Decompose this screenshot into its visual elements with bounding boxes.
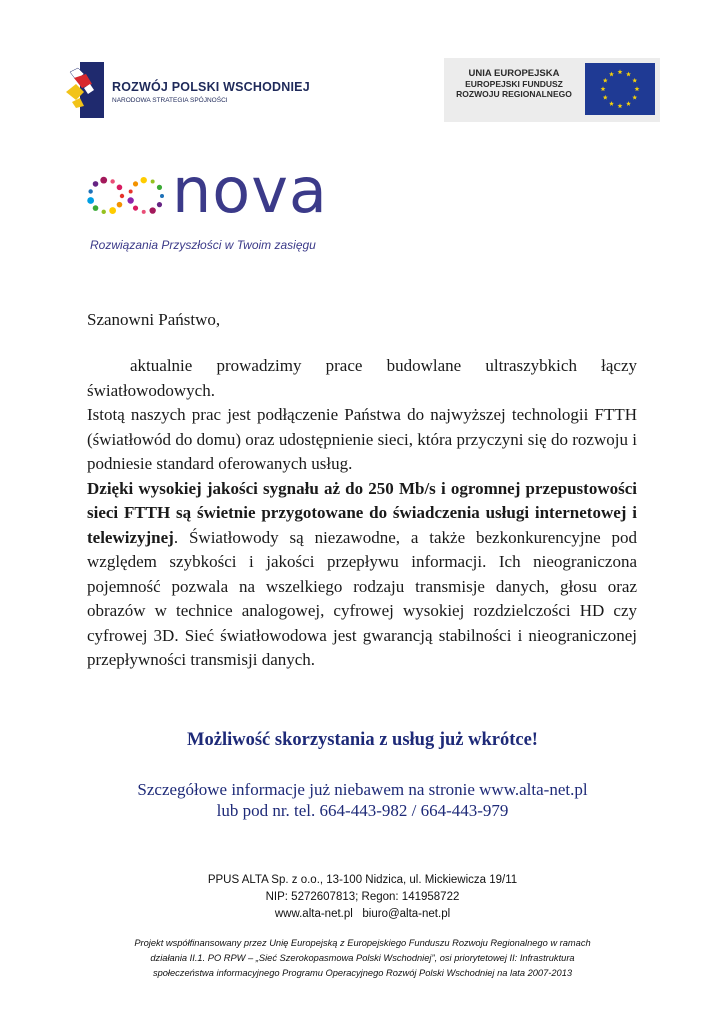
rpw-logo-title: ROZWÓJ POLSKI WSCHODNIEJ xyxy=(112,80,310,94)
nova-dot-icon xyxy=(142,210,146,214)
company-address: PPUS ALTA Sp. z o.o., 13-100 Nidzica, ul. Mickiewicza 19/11 xyxy=(207,874,518,886)
rpw-logo-subtitle: NARODOWA STRATEGIA SPÓJNOŚCI xyxy=(112,97,228,104)
nova-wordmark: nova xyxy=(172,154,328,227)
info-line-2: lub pod nr. tel. 664-443-982 / 664-443-979 xyxy=(216,801,509,820)
eu-logo-text xyxy=(450,68,578,99)
nova-dot-icon xyxy=(141,177,147,183)
nova-dot-icon xyxy=(120,194,124,198)
nova-dot-icon xyxy=(157,185,162,190)
company-contact: www.alta-net.pl biuro@alta-net.pl xyxy=(274,908,451,920)
nova-dot-icon xyxy=(100,177,107,184)
letter-paragraph-3-bold: Dzięki wysokiej jakości sygnału aż do 250 Mb/s i ogromnej przepustowości sieci FTTH są świetnie przygotowane do świadczenia usługi internetowej i telewizyjnej xyxy=(87,478,637,547)
nova-dot-icon xyxy=(117,185,123,191)
info-block xyxy=(0,779,725,821)
project-note-line-1: Projekt współfinansowany przez Unię Europejską z Europejskiego Funduszu Rozwoju Regionalnego w ramach xyxy=(134,938,591,948)
nova-dot-icon xyxy=(157,202,162,207)
nova-dot-icon xyxy=(151,179,155,183)
letter-paragraph-1: aktualnie prowadzimy prace budowlane ultraszybkich łączy światłowodowych. xyxy=(87,356,637,400)
info-line-1: Szczegółowe informacje już niebawem na stronie www.alta-net.pl xyxy=(137,780,588,799)
eu-logo-line3: ROZWOJU REGIONALNEGO xyxy=(456,89,572,99)
nova-dot-icon xyxy=(109,207,116,214)
nova-dot-icon xyxy=(127,197,133,203)
rpw-emblem-icon xyxy=(66,62,104,118)
letter-paragraph-3 xyxy=(87,477,637,673)
nova-dot-icon xyxy=(110,179,114,183)
nova-dot-icon xyxy=(129,189,133,193)
nova-dots-icon xyxy=(86,170,170,222)
company-ids: NIP: 5272607813; Regon: 141958722 xyxy=(265,891,460,903)
letter-paragraph-3-rest: . Światłowody są niezawodne, a także bezkonkurencyjne pod względem szybkości i jakości przepływu informacji. Ich nieograniczona pojemność pozwala na wszelkiego rodzaju transmisje danych, głosu oraz obrazów w technice analogowej, cyfrowej wysokiej rozdzielczości HD czy cyfrowej 3D. Sieć światłowodowa jest gwarancją stabilności i nieograniczonej przepływności transmisji danych. xyxy=(87,527,637,669)
eu-logo-line2: EUROPEJSKI FUNDUSZ xyxy=(465,79,563,89)
letter-greeting: Szanowni Państwo, xyxy=(87,310,221,329)
headline: Możliwość skorzystania z usług już wkrótce! xyxy=(187,730,538,750)
rpw-logo xyxy=(66,62,316,118)
nova-dot-icon xyxy=(160,194,164,198)
eu-logo xyxy=(444,58,660,122)
project-note-line-2: działania II.1. PO RPW – „Sieć Szerokopasmowa Polski Wschodniej”, osi priorytetowej II: Infrastruktura xyxy=(150,953,575,963)
nova-dot-icon xyxy=(133,205,138,210)
project-note xyxy=(70,936,655,981)
nova-dot-icon xyxy=(149,207,155,213)
nova-dot-icon xyxy=(93,181,99,187)
nova-dot-icon xyxy=(93,205,99,211)
nova-dot-icon xyxy=(102,210,106,214)
nova-logo xyxy=(86,154,376,230)
nova-dot-icon xyxy=(87,197,94,204)
eu-logo-line1: UNIA EUROPEJSKA xyxy=(468,68,560,79)
letter-paragraph-2: Istotą naszych prac jest podłączenie Państwa do najwyższej technologii FTTH (światłowód do domu) oraz udostępnienie sieci, która przyczyni się do rozwoju i podniesie standard oferowanych usług. xyxy=(87,405,637,473)
company-footer xyxy=(0,872,725,923)
eu-flag-icon xyxy=(585,63,655,115)
nova-dot-icon xyxy=(133,181,138,186)
letter-body xyxy=(87,354,637,673)
brand-tagline: Rozwiązania Przyszłości w Twoim zasięgu xyxy=(90,238,316,252)
nova-dot-icon xyxy=(88,189,92,193)
nova-dot-icon xyxy=(117,202,123,208)
project-note-line-3: społeczeństwa informacyjnego Programu Operacyjnego Rozwój Polski Wschodniej na lata 2007-2013 xyxy=(152,968,573,978)
